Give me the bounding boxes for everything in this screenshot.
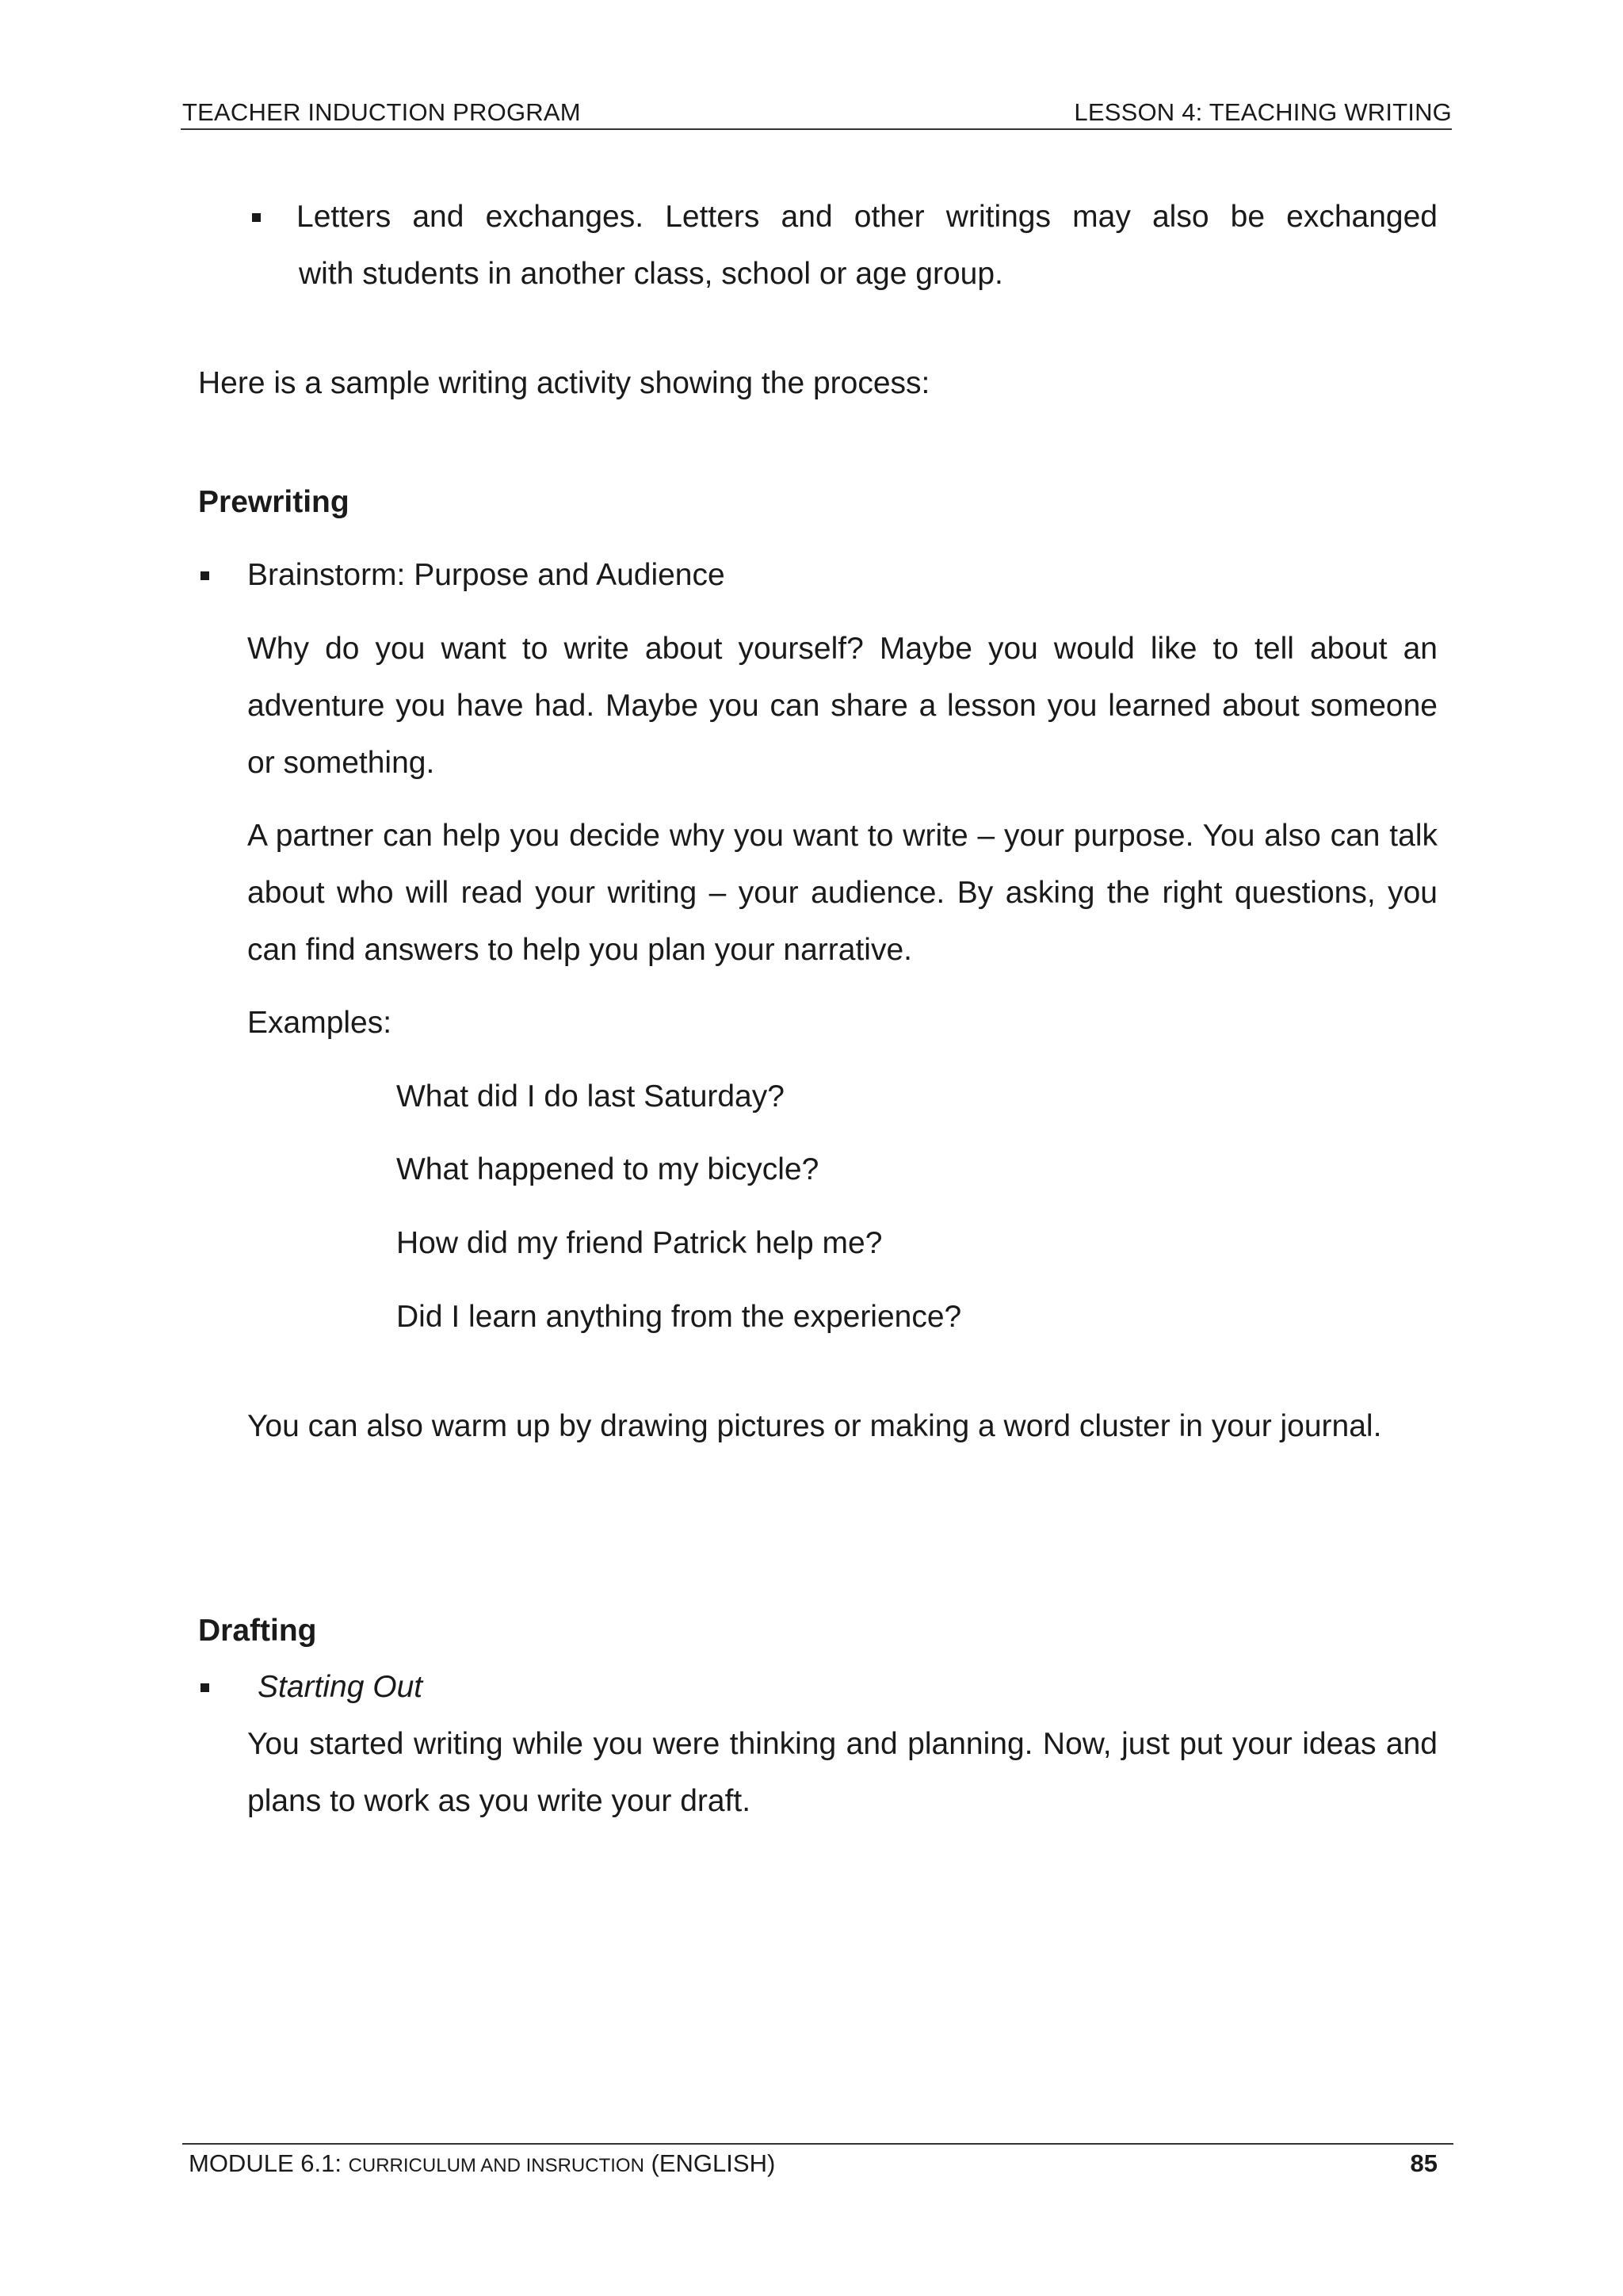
- header-rule: [181, 128, 1452, 130]
- drafting-paragraph-1: You started writing while you were thinking and planning. Now, just put your ideas and plans to work as you write your draft.: [247, 1727, 1438, 1818]
- intro-bullet-line2: with students in another class, school or age group.: [299, 257, 1003, 291]
- bullet-marker: [252, 213, 261, 222]
- footer-module-title: MODULE 6.1: CURRICULUM AND INSRUCTION (ENGLISH): [189, 2149, 776, 2177]
- example-question: What happened to my bicycle?: [396, 1152, 819, 1186]
- drafting-bullet-label: Starting Out: [258, 1670, 423, 1704]
- prewriting-paragraph-3: You can also warm up by drawing pictures or making a word cluster in your journal.: [247, 1409, 1382, 1443]
- header-program-title: TEACHER INDUCTION PROGRAM: [182, 98, 581, 126]
- bullet-marker: [200, 571, 209, 580]
- section-heading-drafting: Drafting: [198, 1614, 317, 1648]
- footer-rule: [182, 2143, 1453, 2145]
- intro-bullet-line1: Letters and exchanges. Letters and other writings may also be exchanged: [296, 200, 1438, 234]
- example-question: Did I learn anything from the experience?: [396, 1300, 962, 1334]
- prewriting-paragraph-1: Why do you want to write about yourself? Maybe you would like to tell about an adventure you have had. Maybe you can share a lesson you learned about someone or something.: [247, 632, 1438, 780]
- bullet-marker: [200, 1683, 209, 1692]
- header-lesson-title: LESSON 4: TEACHING WRITING: [1074, 98, 1452, 126]
- intro-sentence: Here is a sample writing activity showing the process:: [198, 366, 930, 400]
- section-heading-prewriting: Prewriting: [198, 485, 349, 519]
- prewriting-paragraph-2: A partner can help you decide why you want to write – your purpose. You also can talk about who will read your writing – your audience. By asking the right questions, you can find answers to help you plan your narrative.: [247, 819, 1438, 967]
- example-question: How did my friend Patrick help me?: [396, 1226, 883, 1260]
- page-number: 85: [1410, 2149, 1438, 2177]
- prewriting-bullet-label: Brainstorm: Purpose and Audience: [247, 558, 725, 592]
- example-question: What did I do last Saturday?: [396, 1079, 785, 1114]
- examples-label: Examples:: [247, 1006, 392, 1040]
